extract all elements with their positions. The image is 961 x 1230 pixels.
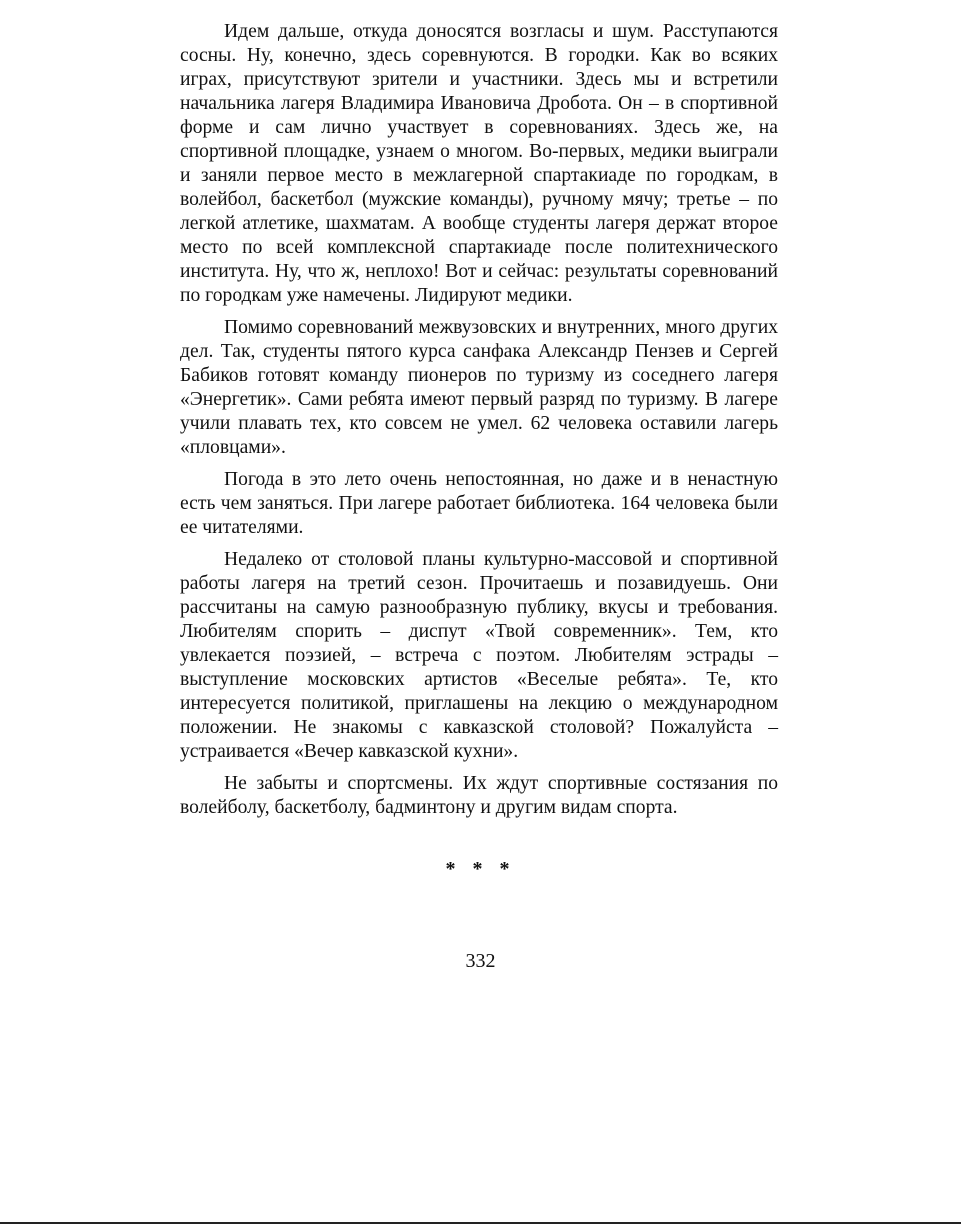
paragraph: Не забыты и спортсмены. Их ждут спортивные состязания по волейболу, баскетболу, бадминтону и другим видам спорта. bbox=[180, 773, 778, 818]
paragraph: Погода в это лето очень непостоянная, но даже и в ненастную есть чем заняться. При лагере работает библиотека. 164 человека были ее читателями. bbox=[180, 469, 778, 538]
page-body bbox=[180, 20, 778, 828]
paragraph: Идем дальше, откуда доносятся возгласы и шум. Расступаются сосны. Ну, конечно, здесь соревнуются. В городки. Как во всяких играх, присутствуют зрители и участники. Здесь мы и встретили начальника лагеря Владимира Ивановича Дробота. Он – в спортивной форме и сам лично участвует в соревнованиях. Здесь же, на спортивной площадке, узнаем о многом. Во-первых, медики выиграли и заняли первое место в межлагерной спартакиаде по городкам, в волейбол, баскетбол (мужские команды), ручному мячу; третье – по легкой атлетике, шахматам. А вообще студенты лагеря держат второе место по всей комплексной спартакиаде после политехнического института. Ну, что ж, неплохо! Вот и сейчас: результаты соревнований по городкам уже намечены. Лидируют медики. bbox=[180, 21, 778, 306]
section-separator: * * * bbox=[445, 858, 516, 880]
paragraph: Недалеко от столовой планы культурно-массовой и спортивной работы лагеря на третий сезон. Прочитаешь и позавидуешь. Они рассчитаны на самую разнообразную публику, вкусы и требования. Любителям спорить – диспут «Твой современник». Тем, кто увлекается поэзией, – встреча с поэтом. Любителям эстрады – выступление московских артистов «Веселые ребята». Те, кто интересуется политикой, приглашены на лекцию о международном положении. Не знакомы с кавказской столовой? Пожалуйста – устраивается «Вечер кавказской кухни». bbox=[180, 549, 778, 762]
bottom-border-line bbox=[0, 1222, 961, 1224]
paragraph: Помимо соревнований межвузовских и внутренних, много других дел. Так, студенты пятого курса санфака Александр Пензев и Сергей Бабиков готовят команду пионеров по туризму из соседнего лагеря «Энергетик». Сами ребята имеют первый разряд по туризму. В лагере учили плавать тех, кто совсем не умел. 62 человека оставили лагерь «пловцами». bbox=[180, 317, 778, 458]
page-number: 332 bbox=[465, 950, 496, 972]
